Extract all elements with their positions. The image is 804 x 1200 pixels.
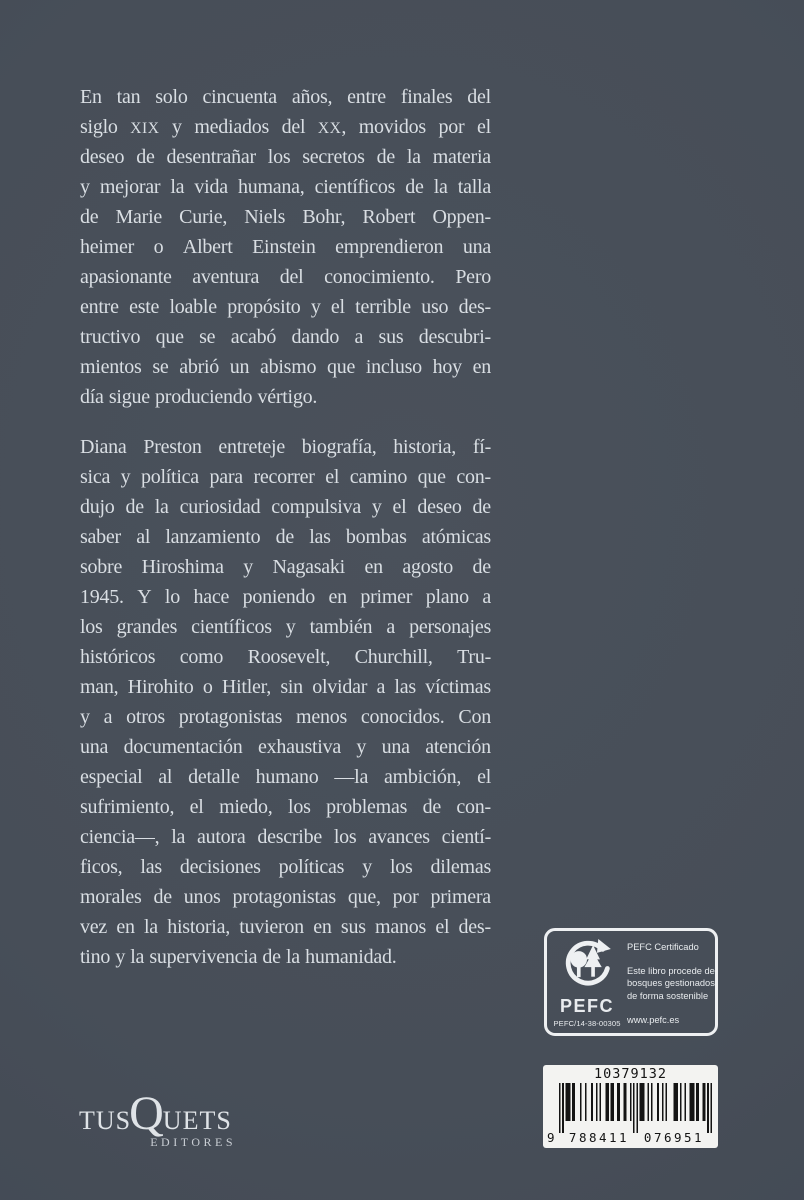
publisher-name-q: Q [129,1087,165,1140]
synopsis-line: día sigue produciendo vértigo. [80,386,318,408]
synopsis-line: saber al lanzamiento de las bombas atómicas [80,526,491,548]
synopsis-line: En tan solo cincuenta años, entre finales del [80,86,491,108]
barcode-top-number: 10379132 [593,1066,668,1082]
synopsis-line: heimer o Albert Einstein emprendieron una [80,236,491,258]
synopsis-line: y mejorar la vida humana, científicos de la talla [80,176,491,198]
pefc-description: Este libro procede de bosques gestionados de forma sostenible [627,965,715,1001]
synopsis-line: y a otros protagonistas menos conocidos. Con [80,706,491,728]
pefc-certified-label: PEFC Certificado [627,942,699,952]
synopsis-line: morales de unos protagonistas que, por primera [80,886,491,908]
synopsis-line: entre este loable propósito y el terrible uso des- [80,296,491,318]
synopsis-line: mientos se abrió un abismo que incluso hoy en [80,356,491,378]
synopsis-line: tructivo que se acabó dando a sus descubri- [80,326,491,348]
publisher-imprint: EDITORES [150,1135,236,1149]
synopsis-paragraph-2 [80,432,491,972]
synopsis-paragraph-1 [80,82,491,412]
barcode-digit-group: 788411 [568,1130,630,1145]
pefc-certification-badge [544,928,718,1036]
synopsis-line: históricos como Roosevelt, Churchill, Tru- [80,646,491,668]
synopsis-line: ciencia—, la autora describe los avances cientí- [80,826,491,848]
publisher-name-start: TUS [79,1106,132,1135]
publisher-wordmark [79,1087,237,1140]
publisher-logo-tusquets [79,1087,237,1150]
pefc-website: www.pefc.es [627,1014,680,1025]
barcode-digit-group: 9 [547,1130,558,1145]
barcode-digit-group: 076951 [643,1130,705,1145]
pefc-license-code: PEFC/14-38-00305 [553,1019,621,1028]
synopsis-line: sica y política para recorrer el camino que con- [80,466,491,488]
pefc-logo-block [553,939,621,1028]
synopsis-line: sufrimiento, el miedo, los problemas de con- [80,796,491,818]
synopsis-line: de Marie Curie, Niels Bohr, Robert Oppen- [80,206,491,228]
pefc-trees-icon [559,939,615,996]
publisher-name-end: UETS [162,1106,232,1135]
synopsis-line: deseo de desentrañar los secretos de la materia [80,146,491,168]
synopsis-line: siglo XIX y mediados del XX, movidos por el [80,116,491,138]
pefc-text-block [627,939,725,1026]
synopsis-line: 1945. Y lo hace poniendo en primer plano a [80,586,491,608]
synopsis-line: especial al detalle humano —la ambición, el [80,766,491,788]
synopsis [80,82,491,972]
barcode-bars [559,1083,712,1133]
synopsis-line: los grandes científicos y también a personajes [80,616,491,638]
synopsis-line: vez en la historia, tuvieron en sus manos el des- [80,916,491,938]
barcode-label [543,1065,718,1148]
synopsis-line: Diana Preston entreteje biografía, historia, fí- [80,436,491,458]
pefc-wordmark: PEFC [559,996,614,1016]
synopsis-line: sobre Hiroshima y Nagasaki en agosto de [80,556,491,578]
synopsis-line: man, Hirohito o Hitler, sin olvidar a las víctimas [80,676,491,698]
synopsis-line: dujo de la curiosidad compulsiva y el deseo de [80,496,491,518]
synopsis-line: apasionante aventura del conocimiento. Pero [80,266,491,288]
synopsis-line: ficos, las decisiones políticas y los dilemas [80,856,491,878]
synopsis-line: una documentación exhaustiva y una atención [80,736,491,758]
synopsis-line: tino y la supervivencia de la humanidad. [80,946,397,968]
